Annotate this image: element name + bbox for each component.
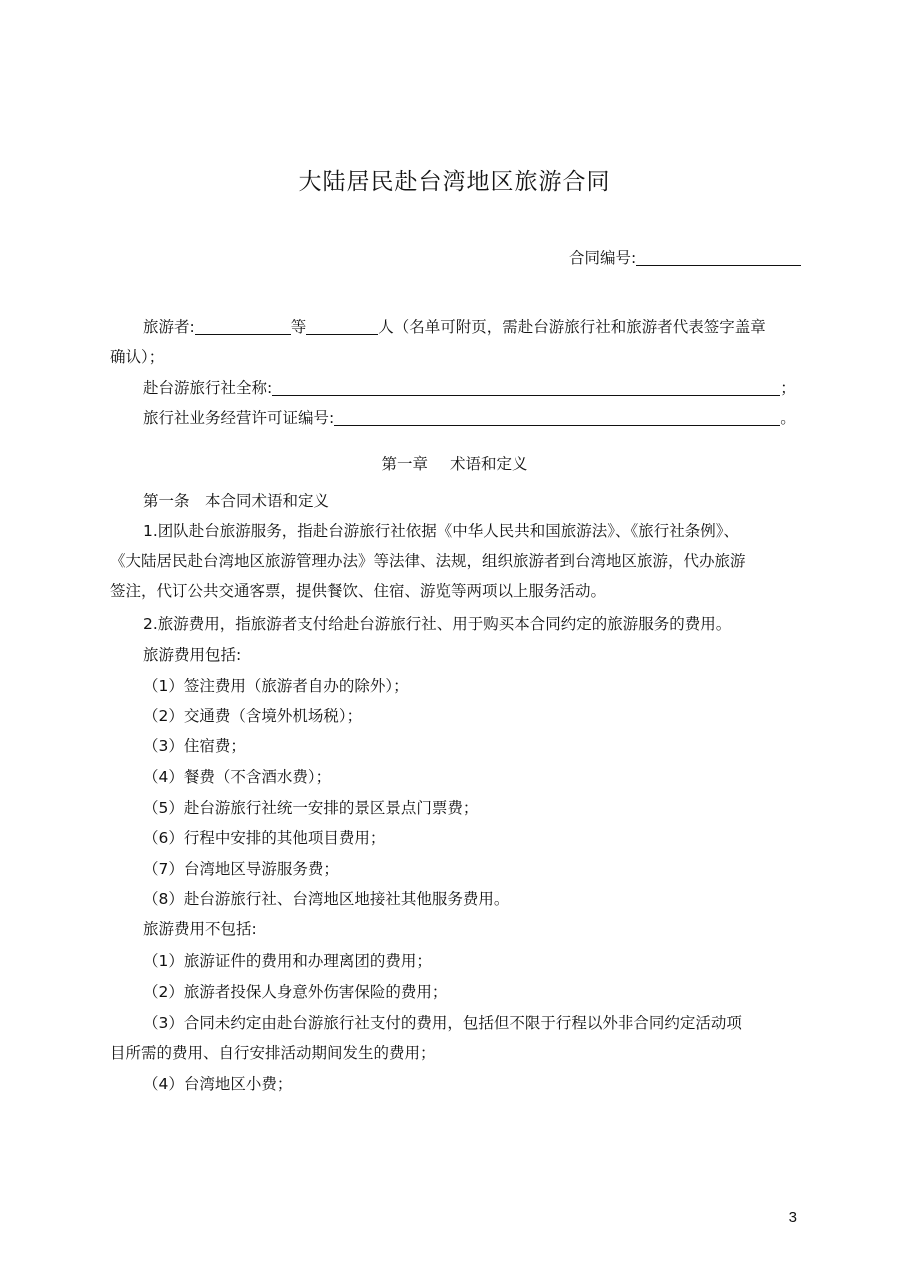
- license-end: 。: [780, 409, 796, 427]
- list-item: （5）赴台游旅行社统一安排的景区景点门票费；: [143, 799, 479, 817]
- tourist-count-blank: [306, 318, 378, 335]
- chapter-heading: [0, 452, 909, 474]
- document-title: 大陆居民赴台湾地区旅游合同: [298, 169, 611, 195]
- includes-heading: 旅游费用包括:: [143, 646, 242, 664]
- page-number: 3: [788, 1209, 797, 1226]
- list-item: （2）旅游者投保人身意外伤害保险的费用；: [143, 983, 448, 1001]
- agency-end: ；: [780, 379, 796, 397]
- tourist-wrap-line: 确认）；: [110, 348, 165, 366]
- tourist-mid-text: 等: [290, 318, 307, 336]
- contract-number-blank: [636, 249, 801, 266]
- list-item: （3）住宿费；: [143, 737, 246, 755]
- license-row: [143, 407, 796, 429]
- list-item: （1）签注费用（旅游者自办的除外）；: [143, 677, 409, 695]
- license-number-blank: [334, 409, 780, 426]
- paragraph-line: 1.团队赴台旅游服务，指赴台游旅行社依据《中华人民共和国旅游法》、《旅行社条例》、: [143, 522, 740, 540]
- list-item: （6）行程中安排的其他项目费用；: [143, 829, 386, 847]
- excludes-heading: 旅游费用不包括:: [143, 920, 257, 938]
- agency-label: 赴台游旅行社全称:: [143, 379, 273, 397]
- list-item: （2）交通费（含境外机场税）；: [143, 707, 363, 725]
- license-label: 旅行社业务经营许可证编号:: [143, 409, 335, 427]
- paragraph-line: 签注，代订公共交通客票，提供餐饮、住宿、游览等两项以上服务活动。: [110, 582, 607, 600]
- list-item: （7）台湾地区导游服务费；: [143, 860, 339, 878]
- tourist-name-blank: [195, 318, 291, 335]
- chapter-number: 第一章: [381, 455, 428, 473]
- contract-number-row: [569, 247, 801, 269]
- list-item: （4）台湾地区小费；: [143, 1075, 293, 1093]
- paragraph-line: 2.旅游费用，指旅游者支付给赴台游旅行社、用于购买本合同约定的旅游服务的费用。: [143, 615, 732, 633]
- agency-name-blank: [272, 379, 780, 396]
- agency-row: [143, 377, 796, 399]
- tourist-row: [143, 316, 766, 338]
- chapter-name: 术语和定义: [450, 455, 528, 473]
- paragraph-line: 《大陆居民赴台湾地区旅游管理办法》等法律、法规，组织旅游者到台湾地区旅游，代办旅游: [110, 552, 746, 570]
- contract-number-label: 合同编号:: [569, 249, 637, 267]
- article-heading: 第一条 本合同术语和定义: [143, 492, 330, 510]
- list-item-continuation: 目所需的费用、自行安排活动期间发生的费用；: [110, 1044, 436, 1062]
- tourist-label: 旅游者:: [143, 318, 195, 336]
- list-item: （4）餐费（不含酒水费）；: [143, 768, 332, 786]
- list-item: （8）赴台游旅行社、台湾地区地接社其他服务费用。: [143, 890, 510, 908]
- list-item: （1）旅游证件的费用和办理离团的费用；: [143, 952, 432, 970]
- list-item: （3）合同未约定由赴台游旅行社支付的费用，包括但不限于行程以外非合同约定活动项: [143, 1014, 742, 1032]
- tourist-tail-text: 人（名单可附页，需赴台游旅行社和旅游者代表签字盖章: [378, 318, 766, 336]
